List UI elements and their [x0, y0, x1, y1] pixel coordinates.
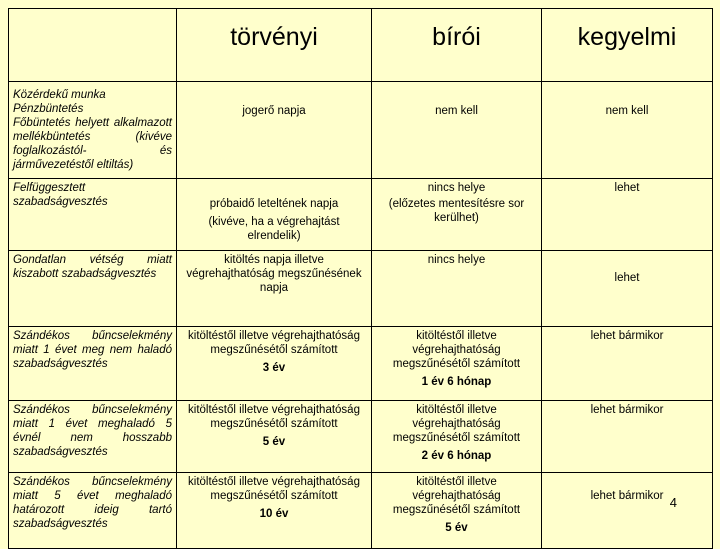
clemency-text: lehet bármikor: [590, 404, 664, 416]
clemency-text: lehet: [614, 182, 640, 194]
clemency-cell: [542, 401, 713, 473]
judicial-cell: [372, 251, 542, 327]
table-row: [9, 473, 713, 549]
judicial-text: nincs helye: [427, 182, 486, 194]
header-legal: törvényi: [177, 9, 372, 82]
category-text: Gondatlan vétség miatt kiszabott szabadságvesztés: [13, 254, 172, 280]
header-empty: [9, 9, 177, 82]
legal-cell: [177, 82, 372, 179]
category-cell: [9, 401, 177, 473]
clemency-text: lehet: [614, 272, 640, 284]
category-text: Pénzbüntetés: [13, 103, 84, 115]
clemency-cell: [542, 473, 713, 549]
legal-cell: [177, 251, 372, 327]
judicial-text: kitöltéstől illetve végrehajthatóság megszűnésétől számított: [392, 330, 521, 370]
judicial-cell: [372, 327, 542, 401]
legal-cell: [177, 327, 372, 401]
judicial-text: kitöltéstől illetve végrehajthatóság megszűnésétől számított: [392, 476, 521, 516]
legal-period: 10 év: [259, 508, 289, 520]
judicial-cell: [372, 82, 542, 179]
category-text: Szándékos bűncselekmény miatt 1 évet meghaladó 5 évnél nem hosszabb szabadságvesztés: [13, 404, 172, 458]
category-text: Közérdekű munka: [13, 89, 106, 101]
category-text: Felfüggesztett szabadságvesztés: [13, 182, 108, 208]
table-row: [9, 327, 713, 401]
header-clemency: kegyelmi: [542, 9, 713, 82]
clemency-text: lehet bármikor: [590, 490, 664, 502]
table-row: [9, 251, 713, 327]
clemency-text: nem kell: [605, 105, 649, 117]
page-number: 4: [669, 495, 677, 510]
clemency-cell: [542, 82, 713, 179]
judicial-text: nem kell: [435, 105, 478, 117]
legal-text: kitöltéstől illetve végrehajthatóság megszűnésétől számított: [188, 476, 360, 502]
judicial-period: 2 év 6 hónap: [421, 450, 492, 462]
legal-text: próbaidő leteltének napja: [209, 198, 339, 210]
clemency-cell: [542, 251, 713, 327]
judicial-cell: [372, 473, 542, 549]
legal-period: 5 év: [262, 436, 286, 448]
header-row: [9, 9, 713, 82]
clemency-text: lehet bármikor: [590, 330, 664, 342]
clemency-cell: [542, 179, 713, 251]
legal-text: kitöltéstől illetve végrehajthatóság megszűnésétől számított: [188, 330, 360, 356]
legal-text: kitöltés napja illetve végrehajthatóság megszűnésének napja: [186, 254, 362, 294]
category-cell: [9, 179, 177, 251]
judicial-cell: [372, 401, 542, 473]
legal-cell: [177, 473, 372, 549]
legal-period: 3 év: [262, 362, 286, 374]
header-judicial: bírói: [372, 9, 542, 82]
table-row: [9, 179, 713, 251]
judicial-text: kitöltéstől illetve végrehajthatóság megszűnésétől számított: [392, 404, 521, 444]
clemency-cell: [542, 327, 713, 401]
legal-text: kitöltéstől illetve végrehajthatóság megszűnésétől számított: [188, 404, 360, 430]
table-row: [9, 401, 713, 473]
judicial-cell: [372, 179, 542, 251]
judicial-period: 1 év 6 hónap: [421, 376, 492, 388]
category-cell: [9, 82, 177, 179]
category-cell: [9, 327, 177, 401]
category-cell: [9, 251, 177, 327]
table-row: [9, 82, 713, 179]
legal-text: (kivéve, ha a végrehajtást elrendelik): [208, 216, 340, 242]
judicial-period: 5 év: [445, 522, 468, 534]
legal-cell: [177, 179, 372, 251]
category-text: Szándékos bűncselekmény miatt 1 évet meg nem haladó szabadságvesztés: [13, 330, 172, 370]
rehabilitation-table: [8, 8, 713, 549]
judicial-text: (előzetes mentesítésre sor kerülhet): [388, 198, 525, 224]
category-cell: [9, 473, 177, 549]
legal-text: jogerő napja: [242, 105, 306, 117]
legal-cell: [177, 401, 372, 473]
judicial-text: nincs helye: [427, 254, 486, 266]
category-text: Szándékos bűncselekmény miatt 5 évet meghaladó határozott ideig tartó szabadságvesztés: [13, 476, 172, 530]
category-text: Főbüntetés helyett alkalmazott mellékbüntetés (kivéve foglalkozástól- és járművezetéstől eltiltás): [13, 117, 172, 171]
